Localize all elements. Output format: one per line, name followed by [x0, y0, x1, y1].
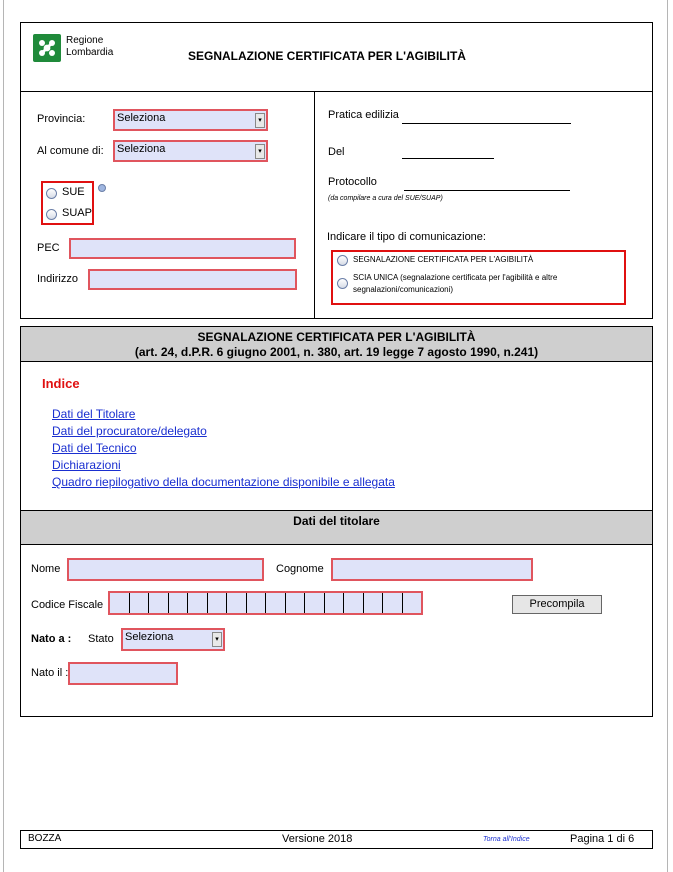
compilation-note: (da compilare a cura del SUE/SUAP): [328, 195, 443, 202]
logo-text-line1: Regione: [66, 35, 104, 46]
cf-cell[interactable]: [247, 593, 267, 613]
protocollo-field[interactable]: [404, 190, 570, 191]
cf-cell[interactable]: [208, 593, 228, 613]
info-divider: [314, 91, 315, 319]
chevron-down-icon: ▾: [212, 632, 222, 647]
cognome-label: Cognome: [276, 563, 324, 575]
protocollo-label: Protocollo: [328, 176, 377, 188]
footer-version: Versione 2018: [282, 833, 353, 845]
logo: [33, 34, 61, 62]
option-scia-unica-label-line2: segnalazioni/comunicazioni): [353, 285, 454, 294]
suap-label: SUAP: [62, 207, 92, 219]
page-number: Pagina 1 di 6: [570, 833, 635, 845]
section-subtitle: (art. 24, d.P.R. 6 giugno 2001, n. 380, art. 19 legge 7 agosto 1990, n.241): [134, 345, 539, 359]
codice-fiscale-label: Codice Fiscale: [31, 599, 104, 611]
section-title: SEGNALAZIONE CERTIFICATA PER L'AGIBILITÀ: [197, 330, 476, 344]
precompila-button[interactable]: [512, 595, 602, 614]
stato-select[interactable]: [121, 628, 225, 651]
titolare-title: Dati del titolare: [293, 514, 380, 528]
sue-label: SUE: [62, 186, 85, 198]
nome-label: Nome: [31, 563, 61, 575]
index-link-tecnico[interactable]: Dati del Tecnico: [52, 441, 137, 455]
cf-cell[interactable]: [403, 593, 422, 613]
index-link-procuratore[interactable]: Dati del procuratore/delegato: [52, 424, 207, 438]
codice-fiscale-field[interactable]: [108, 591, 423, 615]
cf-cell[interactable]: [169, 593, 189, 613]
comune-select[interactable]: [113, 140, 268, 162]
index-title: Indice: [42, 376, 80, 391]
pratica-label: Pratica edilizia: [328, 109, 399, 121]
nome-field[interactable]: [67, 558, 264, 581]
indirizzo-label: Indirizzo: [37, 273, 78, 285]
pec-label: PEC: [37, 242, 60, 254]
option-scia-unica-radio[interactable]: [337, 278, 348, 289]
stato-select-value: Seleziona: [125, 631, 174, 643]
index-link-titolare[interactable]: Dati del Titolare: [52, 407, 136, 421]
cognome-field[interactable]: [331, 558, 533, 581]
rosa-camuna-icon: [33, 34, 61, 62]
index-link-dichiarazioni[interactable]: Dichiarazioni: [52, 458, 121, 472]
pratica-field[interactable]: [402, 123, 571, 124]
pec-field[interactable]: [69, 238, 296, 259]
del-field[interactable]: [402, 158, 494, 159]
cf-cell[interactable]: [188, 593, 208, 613]
comune-select-value: Seleziona: [117, 143, 166, 155]
index-link-quadro[interactable]: Quadro riepilogativo della documentazione disponibile e allegata: [52, 475, 395, 489]
footer-status: BOZZA: [28, 833, 62, 844]
suap-radio[interactable]: [46, 209, 57, 220]
titolare-header-bar: [20, 510, 653, 545]
precompila-button-label: Precompila: [529, 598, 585, 610]
cf-cell[interactable]: [344, 593, 364, 613]
provincia-label: Provincia:: [37, 113, 86, 125]
option-agibilita-radio[interactable]: [337, 255, 348, 266]
cf-cell[interactable]: [130, 593, 150, 613]
page-edge-left: [3, 0, 4, 872]
stato-label: Stato: [88, 633, 114, 645]
del-label: Del: [328, 146, 345, 158]
info-icon[interactable]: [98, 184, 106, 192]
provincia-select-value: Seleziona: [117, 112, 166, 124]
cf-cell[interactable]: [110, 593, 130, 613]
option-agibilita-label: SEGNALAZIONE CERTIFICATA PER L'AGIBILITÀ: [353, 255, 534, 264]
option-scia-unica-label-line1: SCIA UNICA (segnalazione certificata per l'agibilità e altre: [353, 273, 558, 282]
section-header-bar: [20, 326, 653, 362]
logo-text-line2: Lombardia: [66, 47, 114, 58]
nato-il-field[interactable]: [68, 662, 178, 685]
nato-il-label: Nato il :: [31, 667, 69, 679]
chevron-down-icon: ▾: [255, 144, 265, 159]
indirizzo-field[interactable]: [88, 269, 297, 290]
tipo-label: Indicare il tipo di comunicazione:: [327, 231, 486, 243]
page-edge-right: [667, 0, 668, 872]
sue-radio[interactable]: [46, 188, 57, 199]
cf-cell[interactable]: [227, 593, 247, 613]
comune-label: Al comune di:: [37, 145, 104, 157]
cf-cell[interactable]: [305, 593, 325, 613]
cf-cell[interactable]: [383, 593, 403, 613]
chevron-down-icon: ▾: [255, 113, 265, 128]
nato-a-label: Nato a :: [31, 633, 72, 645]
torna-indice-link[interactable]: Torna all'Indice: [483, 836, 530, 843]
provincia-select[interactable]: [113, 109, 268, 131]
page-title: SEGNALAZIONE CERTIFICATA PER L'AGIBILITÀ: [188, 49, 466, 63]
cf-cell[interactable]: [325, 593, 345, 613]
cf-cell[interactable]: [364, 593, 384, 613]
cf-cell[interactable]: [266, 593, 286, 613]
cf-cell[interactable]: [286, 593, 306, 613]
cf-cell[interactable]: [149, 593, 169, 613]
